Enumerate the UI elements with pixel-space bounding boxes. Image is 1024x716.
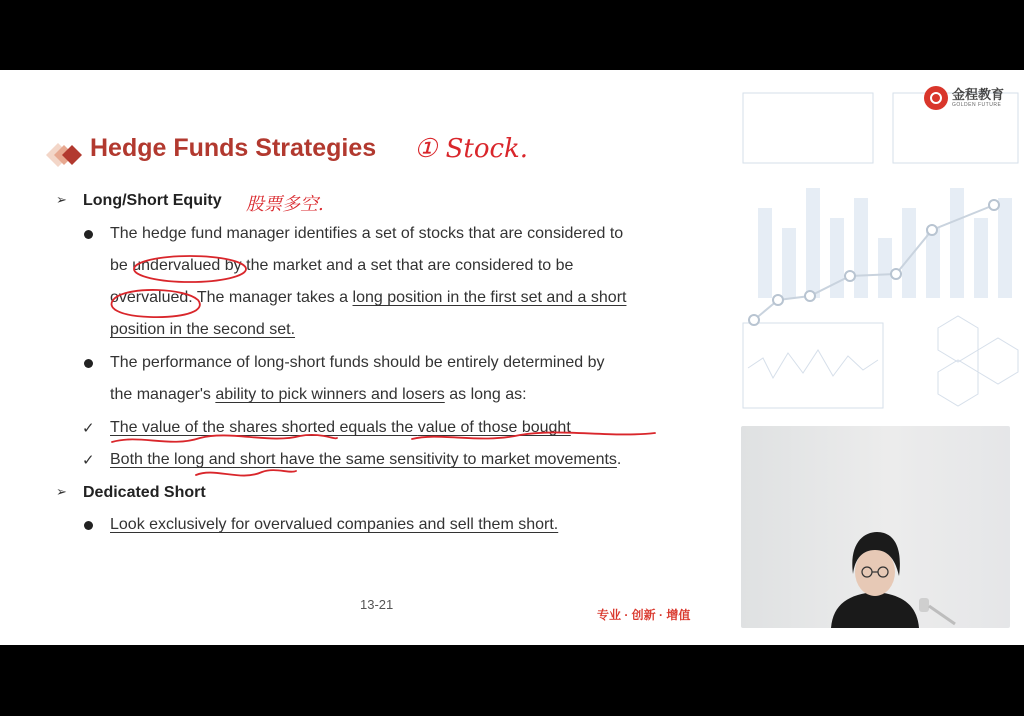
body-text: as long as:: [444, 386, 527, 403]
handwritten-title-note: ① Stock.: [414, 134, 529, 164]
underlined-text: Both the long and short: [110, 451, 276, 468]
body-text: be: [110, 257, 133, 274]
slide: [0, 70, 1024, 645]
logo-text-en: GOLDEN FUTURE: [952, 102, 1002, 108]
underlined-text: have the same sensitivity to market movements: [275, 451, 617, 468]
logo-icon: [924, 86, 948, 110]
keyword-undervalued: undervalued: [132, 257, 221, 274]
keyword-overvalued: overvalued: [110, 289, 189, 306]
title-diamond-icon: [34, 140, 84, 170]
company-logo: [924, 86, 1004, 110]
underlined-text: Look exclusively for overvalued companies and sell them short.: [110, 516, 559, 533]
squiggle-underline-mark: [196, 470, 296, 475]
section-heading: Dedicated Short: [83, 484, 206, 501]
body-text: by the market and a set that are considered to be: [220, 257, 574, 274]
footer-slogan: 专业 · 创新 · 增值: [597, 608, 691, 622]
arrow-bullet-icon: ➢: [56, 192, 67, 207]
page-number: 13-21: [360, 597, 394, 612]
body-text: .: [616, 451, 622, 468]
body-text: The hedge fund manager identifies a set of stocks that are considered to: [110, 225, 624, 242]
underlined-text: The value of the shares shorted equals the: [110, 419, 418, 436]
body-text: the manager's: [110, 386, 216, 403]
webcam-video-feed[interactable]: [741, 426, 1010, 628]
page-title: Hedge Funds Strategies: [90, 134, 377, 162]
bullet-dot-icon: [84, 230, 93, 239]
checkmark-icon: ✓: [82, 420, 95, 437]
body-text: . The manager takes a: [188, 289, 353, 306]
logo-text-cn: 金程教育: [952, 87, 1005, 102]
section-heading: Long/Short Equity: [83, 192, 222, 209]
decorative-chart-graphic: [738, 88, 1024, 418]
bullet-dot-icon: [84, 521, 93, 530]
body-text: The performance of long-short funds should be entirely determined by: [110, 354, 605, 371]
underlined-text: long position in the first set and a short: [352, 289, 627, 306]
underlined-text: ability to pick winners and losers: [215, 386, 445, 403]
underlined-text: position in the second set.: [110, 321, 296, 338]
underlined-text: value of those bought: [417, 419, 571, 436]
presenter-video-frame: [741, 426, 1010, 628]
arrow-bullet-icon: ➢: [56, 484, 67, 499]
handwritten-subtitle-note: 股票多空.: [246, 194, 324, 215]
bullet-dot-icon: [84, 359, 93, 368]
checkmark-icon: ✓: [82, 452, 95, 469]
